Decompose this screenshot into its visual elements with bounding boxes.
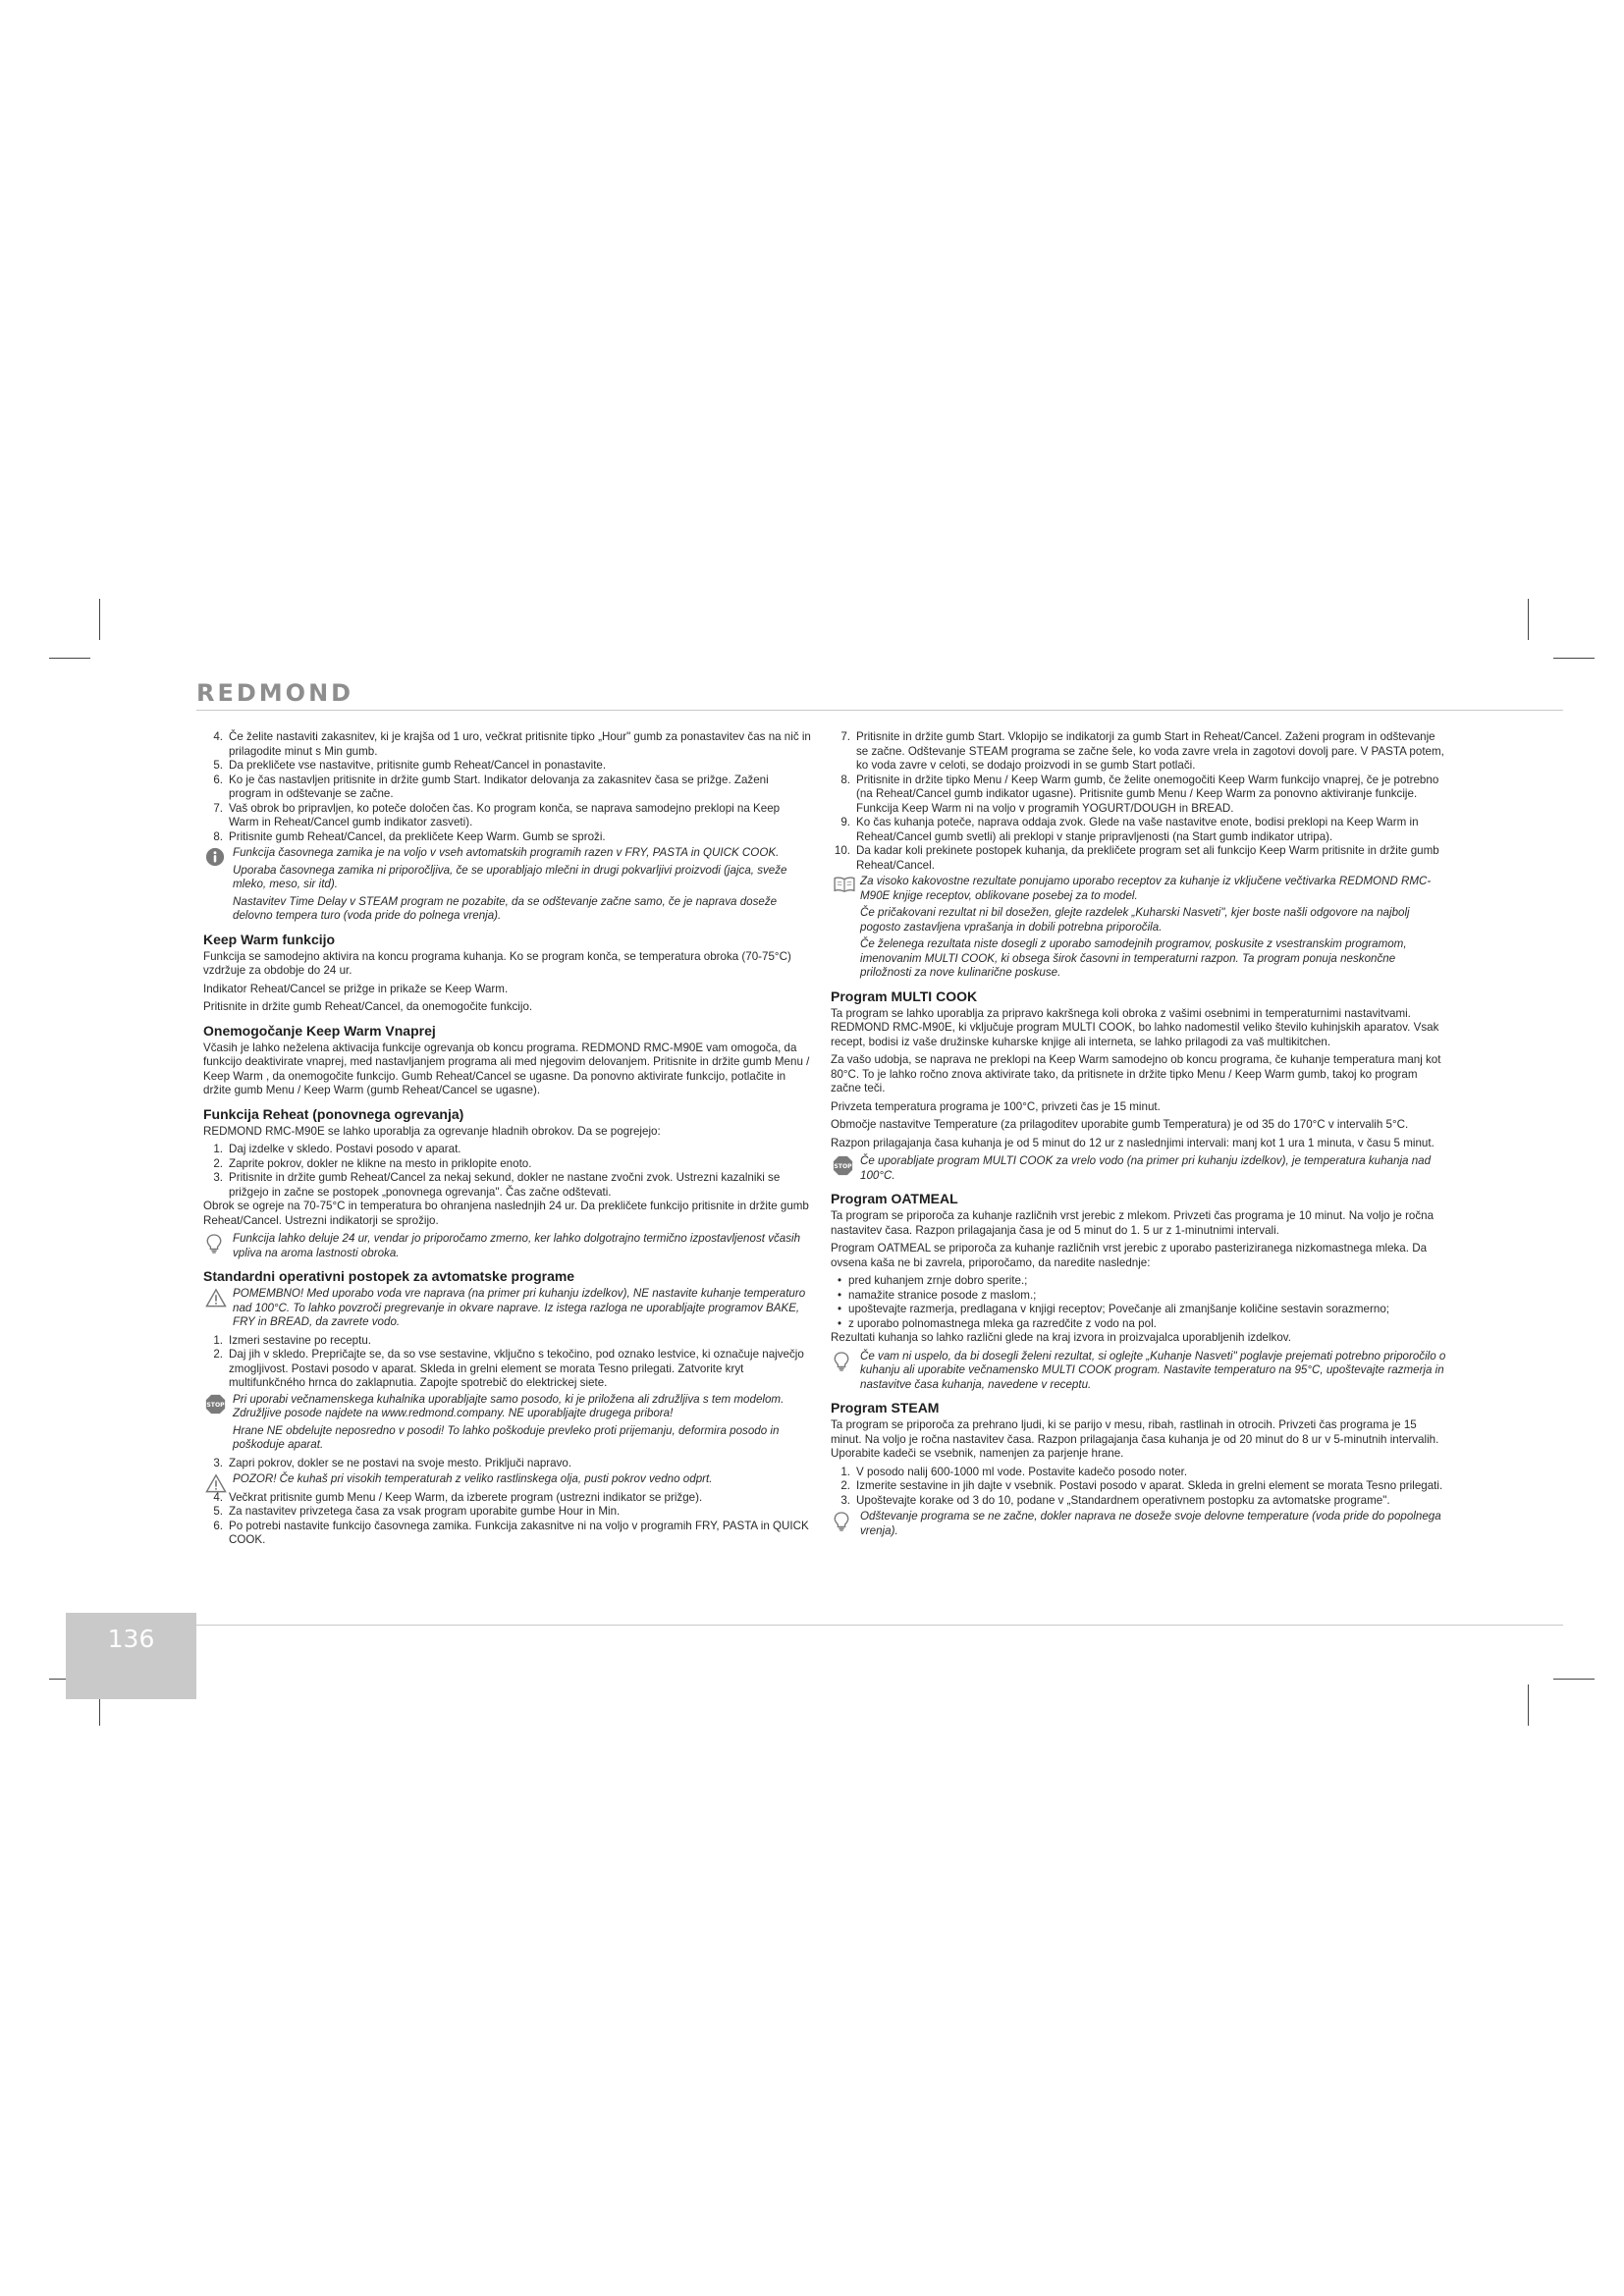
numbered-item: [831, 844, 1447, 873]
numbered-item: [831, 730, 1447, 774]
note-block: [831, 1350, 1447, 1393]
note-text: Za visoko kakovostne rezultate ponujamo uporabo receptov za kuhanje iz vključene večtivarka REDMOND RMC-M90E knjige receptov, oblikovane posebej za to model.: [860, 875, 1432, 902]
numbered-item: [831, 1466, 1447, 1480]
note-block: [203, 1232, 812, 1260]
item-number: 3.: [840, 1493, 850, 1507]
numbered-item: [831, 816, 1447, 844]
item-number: 2.: [213, 1156, 223, 1170]
bullet-item: [831, 1274, 1447, 1289]
paragraph: Razpon prilagajanja časa kuhanja je od 5 minut do 12 ur z naslednjimi intervali: manj kot 1 ura 1 minuta, v času 5 minut.: [831, 1136, 1435, 1149]
note-text: Če želenega rezultata niste dosegli z uporabo samodejnih programov, poskusite z vsestranskim programom, imenovanim MULTI COOK, ki obsega širok časovni in temperaturni razpon. Ta program ponuja neskončne priložnosti za nove kulinarične poskuse.: [860, 937, 1407, 979]
warning-icon: [205, 1288, 227, 1308]
note-block: [203, 1393, 812, 1453]
bullet-dot: •: [837, 1274, 842, 1287]
item-text: Izmeri sestavine po receptu.: [229, 1333, 371, 1347]
item-text: Da prekličete vse nastavitve, pritisnite gumb Reheat/Cancel in ponastavite.: [229, 759, 607, 772]
paragraph: Rezultati kuhanja so lahko različni glede na kraj izvora in proizvajalca uporabljenih izdelkov.: [831, 1331, 1291, 1344]
item-text: Daj jih v skledo. Prepričajte se, da so vse sestavine, vključno s tekočino, pod oznako lestvice, ki označuje največjo zmogljivost. Postavi posodo v aparat. Skleda in grelni element se morata Tesno prilegati. Zatvorite kryt multifunkčného hrnca do zaklapnutia. Zapojte spotrebič do elektrickej siete.: [229, 1348, 804, 1389]
stop-icon: [833, 1155, 854, 1175]
crop-mark: [1553, 1679, 1595, 1680]
numbered-item: [203, 774, 812, 802]
paragraph: Indikator Reheat/Cancel se prižge in prikaže se Keep Warm.: [203, 982, 509, 995]
section-heading: Program STEAM: [831, 1400, 940, 1415]
numbered-item: [203, 1457, 812, 1471]
paragraph: REDMOND RMC-M90E se lahko uporablja za ogrevanje hladnih obrokov. Da se pogrejejo:: [203, 1124, 661, 1138]
right-column: [831, 730, 1447, 1542]
item-text: Pritisnite in držite gumb Reheat/Cancel za nekaj sekund, dokler ne nastane zvočni zvok. Ustrezni kazalniki se prižgejo in začne se postopek „ponovnega ogrevanja". Čas začne odštevati.: [229, 1171, 781, 1199]
item-number: 3.: [213, 1171, 223, 1184]
item-text: V posodo nalij 600-1000 ml vode. Postavite kadečo posodo noter.: [856, 1465, 1188, 1478]
item-text: Pritisnite in držite tipko Menu / Keep Warm gumb, če želite onemogočiti Keep Warm funkcijo vnaprej, če je potrebno (na Reheat/Cancel gumb indikator ugasne). Pritisnite gumb Menu / Keep Warm za ponovno aktiviranje funkcije. Funkcija Keep Warm ni na voljo v programih YOGURT/DOUGH in BREAD.: [856, 773, 1439, 815]
bullet-item: [831, 1289, 1447, 1304]
numbered-item: [203, 730, 812, 759]
note-text: Funkcija časovnega zamika je na voljo v vseh avtomatskih programih razen v FRY, PASTA in QUICK COOK.: [233, 846, 780, 859]
item-text: Ko čas kuhanja poteče, naprava oddaja zvok. Glede na vaše nastavitve enote, bodisi preklopi na Keep Warm in Reheat/Cancel gumb svetli) ali preklopi v stanje pripravljenosti (na Start gumb indikator utripa).: [856, 816, 1419, 843]
item-text: Da kadar koli prekinete postopek kuhanja, da prekličete program set ali funkcijo Keep Warm pritisnite in držite gumb Reheat/Cancel.: [856, 844, 1439, 872]
section-heading: Onemogočanje Keep Warm Vnaprej: [203, 1022, 436, 1039]
paragraph: Ta program se lahko uporablja za pripravo kakršnega koli obroka z vašimi osebnimi in temperaturnimi nastavitvami. REDMOND RMC-M90E, ki vključuje program MULTI COOK, bo lahko nadomestil veliko število kuhinjskih aparatov. Vsak recept, bodisi iz vaše družinske kuharske knjige ali interneta, se lahko prilagodi za vaš multikitchen.: [831, 1006, 1439, 1048]
bullet-dot: •: [837, 1288, 842, 1302]
paragraph: Pritisnite in držite gumb Reheat/Cancel, da onemogočite funkcijo.: [203, 1000, 533, 1013]
item-number: 6.: [213, 1519, 223, 1532]
item-number: 5.: [213, 1505, 223, 1518]
lightbulb-icon: [833, 1351, 854, 1370]
numbered-item: [203, 1334, 812, 1349]
paragraph: Ta program se priporoča za kuhanje različnih vrst jerebic z mlekom. Privzeti čas programa je 10 minut. Na voljo je ročna nastavitev časa. Razpon prilagajanja časa je od 5 minut do 1. 5 ur z 1-minutnimi intervali.: [831, 1209, 1435, 1237]
item-text: Za nastavitev privzetega časa za vsak program uporabite gumbe Hour in Min.: [229, 1505, 621, 1518]
bullet-text: pred kuhanjem zrnje dobro sperite.;: [848, 1274, 1028, 1287]
item-number: 6.: [213, 773, 223, 786]
item-text: Po potrebi nastavite funkcijo časovnega zamika. Funkcija zakasnitve ni na voljo v programih FRY, PASTA in QUICK COOK.: [229, 1519, 809, 1546]
note-text: Funkcija lahko deluje 24 ur, vendar jo priporočamo zmerno, ker lahko dolgotrajno termično izpostavljenost včasih vpliva na aroma lastnosti obroka.: [233, 1232, 801, 1259]
bullet-text: upoštevajte razmerja, predlagana v knjigi receptov; Povečanje ali zmanjšanje količine sestavin sorazmerno;: [848, 1303, 1389, 1315]
paragraph: Za vašo udobja, se naprava ne preklopi na Keep Warm samodejno ob koncu programa, če kuhanje temperatura manj kot 80°C. To je lahko ročno znova aktivirate tako, da pritisnete in držite tipko Menu / Keep Warm gumb, takoj ko program začne teči.: [831, 1053, 1441, 1095]
paragraph: Območje nastavitve Temperature (za prilagoditev uporabite gumb Temperatura) je od 35 do 170°C v intervalih 5°C.: [831, 1118, 1409, 1131]
numbered-item: [203, 1520, 812, 1548]
item-text: Vaš obrok bo pripravljen, ko poteče določen čas. Ko program konča, se naprava samodejno preklopi na Keep Warm in Reheat/Cancel gumb indikator zasveti).: [229, 801, 781, 828]
item-text: Pritisnite in držite gumb Start. Vklopijo se indikatorji za gumb Start in Reheat/Cancel. Zaženi program in odštevanje se začne. Odštevanje STEAM programa se začne šele, ko voda zavre vrela in zagotovi dovolj pare. V PASTA potem, ko voda zavre v celoti, se dodajo proizvodi in se gumb Start potlači.: [856, 730, 1444, 772]
paragraph: Obrok se ogreje na 70-75°C in temperatura bo ohranjena naslednjih 24 ur. Da prekličete funkcijo pritisnite in držite gumb Reheat/Cancel. Ustrezni indikatorji se sprožijo.: [203, 1200, 809, 1227]
numbered-item: [831, 1494, 1447, 1509]
item-text: Če želite nastaviti zakasnitev, ki je krajša od 1 uro, večkrat pritisnite tipko „Hour" gumb za ponastavitev čas na nič in prilagodite minut s Min gumb.: [229, 730, 811, 758]
section-heading: Funkcija Reheat (ponovnega ogrevanja): [203, 1105, 464, 1122]
footer-rule: [196, 1625, 1563, 1626]
note-text: Če pričakovani rezultat ni bil dosežen, glejte razdelek „Kuharski Nasveti", kjer boste našli odgovore na najbolj pogosto zastavljena vprašanja in dobili potrebna priporočila.: [860, 906, 1410, 934]
section-heading: Keep Warm funkcijo: [203, 931, 336, 947]
item-text: Zaprite pokrov, dokler ne klikne na mesto in priklopite enoto.: [229, 1156, 532, 1170]
crop-mark: [1528, 1684, 1529, 1726]
note-block: [203, 846, 812, 924]
numbered-item: [203, 1143, 812, 1157]
note-block: [831, 1510, 1447, 1538]
item-number: 2.: [840, 1479, 850, 1492]
item-text: Ko je čas nastavljen pritisnite in držite gumb Start. Indikator delovanja za zakasnitev časa se prižge. Zaženi program in odštevanje se začne.: [229, 773, 769, 800]
item-number: 7.: [213, 801, 223, 815]
stop-icon: [205, 1394, 227, 1414]
bullet-dot: •: [837, 1303, 842, 1315]
crop-mark: [99, 599, 100, 640]
note-text: Pri uporabi večnamenskega kuhalnika uporabljajte samo posodo, ki je priložena ali združljiva s tem modelom. Združljive posode najdete na www.redmond.company. NE uporabljajte drugega pribora!: [233, 1392, 785, 1419]
paragraph: Privzeta temperatura programa je 100°C, privzeti čas je 15 minut.: [831, 1099, 1161, 1113]
item-number: 7.: [840, 730, 850, 743]
bullet-text: z uporabo polnomastnega mleka ga razredčite z vodo na pol.: [848, 1316, 1157, 1330]
note-text: Uporaba časovnega zamika ni priporočljiva, če se uporabljajo mlečni in drugi pokvarljivi proizvodi (jajca, sveže mleko, meso, sir itd).: [233, 863, 787, 890]
note-block: [203, 1287, 812, 1330]
brand-logo: REDMOND: [196, 679, 354, 707]
note-text: Hrane NE obdelujte neposredno v posodi! To lahko poškoduje prevleko proti prijemanju, deformira posodo in poškoduje aparat.: [233, 1423, 780, 1451]
page-number-box: [66, 1613, 196, 1699]
item-text: Zapri pokrov, dokler se ne postavi na svoje mesto. Priključi napravo.: [229, 1456, 572, 1469]
note-text: Če vam ni uspelo, da bi dosegli želeni rezultat, si oglejte „Kuhanje Nasveti" poglavje prejemati potrebno priporočilo o kuhanju ali uporabite večnamensko MULTI COOK program. Nastavite temperaturo na 95°C, upoštevajte razmerja in nastavitve časa kuhanja, navedene v receptu.: [860, 1349, 1446, 1391]
bullet-item: [831, 1303, 1447, 1317]
section-heading: Program OATMEAL: [831, 1191, 958, 1206]
bullet-text: namažite stranice posode z maslom.;: [848, 1288, 1037, 1302]
item-number: 9.: [840, 816, 850, 828]
crop-mark: [49, 658, 90, 659]
page-number: 136: [107, 1625, 155, 1653]
info-icon: [205, 847, 227, 867]
item-text: Daj izdelke v skledo. Postavi posodo v aparat.: [229, 1143, 461, 1155]
lightbulb-icon: [205, 1233, 227, 1253]
item-number: 3.: [213, 1456, 223, 1469]
item-number: 1.: [840, 1465, 850, 1478]
paragraph: Včasih je lahko neželena aktivacija funkcije ogrevanja ob koncu programa. REDMOND RMC-M90E vam omogoča, da funkcijo deaktivirate vnaprej, med nastavljanjem programa ali med njegovim delovanjem. Pritisnite in držite gumb Menu / Keep Warm , da onemogočite funkcijo. Gumb Reheat/Cancel se ugasne. Da ponovno aktivirate funkcijo, potlačite in držite gumb Menu / Keep Warm (gumb Reheat/Cancel se ugasne).: [203, 1041, 810, 1096]
numbered-item: [203, 802, 812, 830]
note-text: Odštevanje programa se ne začne, dokler naprava ne doseže svoje delovne temperature (voda pride do popolnega vrenja).: [860, 1510, 1441, 1537]
item-text: Upoštevajte korake od 3 do 10, podane v „Standardnem operativnem postopku za avtomatske programe".: [856, 1493, 1390, 1507]
svg-text:STOP: STOP: [834, 1163, 852, 1171]
item-number: 8.: [840, 773, 850, 786]
note-text: POMEMBNO! Med uporabo voda vre naprava (na primer pri kuhanju izdelkov), NE nastavite kuhanje temperaturo nad 100°C. To lahko povzroči pregrevanje in okvare naprave. Iz istega razloga ne uporabljajte programov BAKE, FRY in BREAD, da zavrete vodo.: [233, 1287, 806, 1328]
crop-mark: [1553, 658, 1595, 659]
left-column: [203, 730, 812, 1548]
lightbulb-icon: [833, 1511, 854, 1530]
numbered-item: [203, 1348, 812, 1391]
item-text: Večkrat pritisnite gumb Menu / Keep Warm, da izberete program (ustrezni indikator se prižge).: [229, 1490, 703, 1504]
item-number: 10.: [834, 844, 850, 857]
item-text: Izmerite sestavine in jih dajte v vsebnik. Postavi posodo v aparat. Skleda in grelni element se morata Tesno prilegati.: [856, 1479, 1443, 1492]
numbered-item: [203, 1491, 812, 1506]
note-block: [203, 1472, 812, 1487]
svg-text:STOP: STOP: [206, 1401, 225, 1409]
numbered-item: [831, 1479, 1447, 1494]
item-number: 5.: [213, 759, 223, 772]
numbered-item: [203, 830, 812, 845]
item-number: 1.: [213, 1333, 223, 1347]
numbered-item: [203, 1505, 812, 1520]
note-text: Nastavitev Time Delay v STEAM program ne pozabite, da se odštevanje začne samo, če je naprava doseže delovno tempera turo (voda pride do polnega vrenja).: [233, 894, 778, 922]
book-icon: [833, 876, 854, 895]
warning-icon: [205, 1473, 227, 1493]
numbered-item: [203, 759, 812, 774]
item-number: 2.: [213, 1348, 223, 1361]
note-text: Če uporabljate program MULTI COOK za vrelo vodo (na primer pri kuhanju izdelkov), je temperatura kuhanja nad 100°C.: [860, 1154, 1432, 1182]
numbered-item: [203, 1171, 812, 1200]
numbered-item: [203, 1157, 812, 1172]
paragraph: Ta program se priporoča za prehrano ljudi, ki se parijo v mesu, ribah, rastlinah in otrocih. Privzeti čas programa je 15 minut. Na voljo je ročna nastavitev časa. Razpon prilagajanja časa kuhanja je od 20 minut do 8 ur v 5-minutnih intervalih. Uporabite kadeči se vsebnik, namenjen za parjenje hrane.: [831, 1418, 1439, 1460]
item-number: 8.: [213, 829, 223, 843]
bullet-dot: •: [837, 1316, 842, 1330]
crop-mark: [1528, 599, 1529, 640]
numbered-item: [831, 774, 1447, 817]
section-heading: Program MULTI COOK: [831, 988, 978, 1004]
paragraph: Program OATMEAL se priporoča za kuhanje različnih vrst jerebic z uporabo pasteriziranega nizkomastnega mleka. Da ovsena kaša ne bi zavrela, priporočamo, da naredite naslednje:: [831, 1242, 1428, 1269]
item-text: Pritisnite gumb Reheat/Cancel, da prekličete Keep Warm. Gumb se sproži.: [229, 829, 606, 843]
bullet-item: [831, 1317, 1447, 1332]
section-heading: Standardni operativni postopek za avtomatske programe: [203, 1268, 575, 1284]
note-text: POZOR! Če kuhaš pri visokih temperaturah z veliko rastlinskega olja, pusti pokrov vedno odprt.: [233, 1472, 713, 1485]
item-number: 4.: [213, 1490, 223, 1504]
header-rule: [196, 710, 1563, 711]
item-number: 1.: [213, 1143, 223, 1155]
note-block: [831, 875, 1447, 981]
note-block: [831, 1154, 1447, 1183]
paragraph: Funkcija se samodejno aktivira na koncu programa kuhanja. Ko se program konča, se temperatura obroka (70-75°C) vzdržuje za obdobje do 24 ur.: [203, 949, 791, 977]
item-number: 4.: [213, 730, 223, 743]
